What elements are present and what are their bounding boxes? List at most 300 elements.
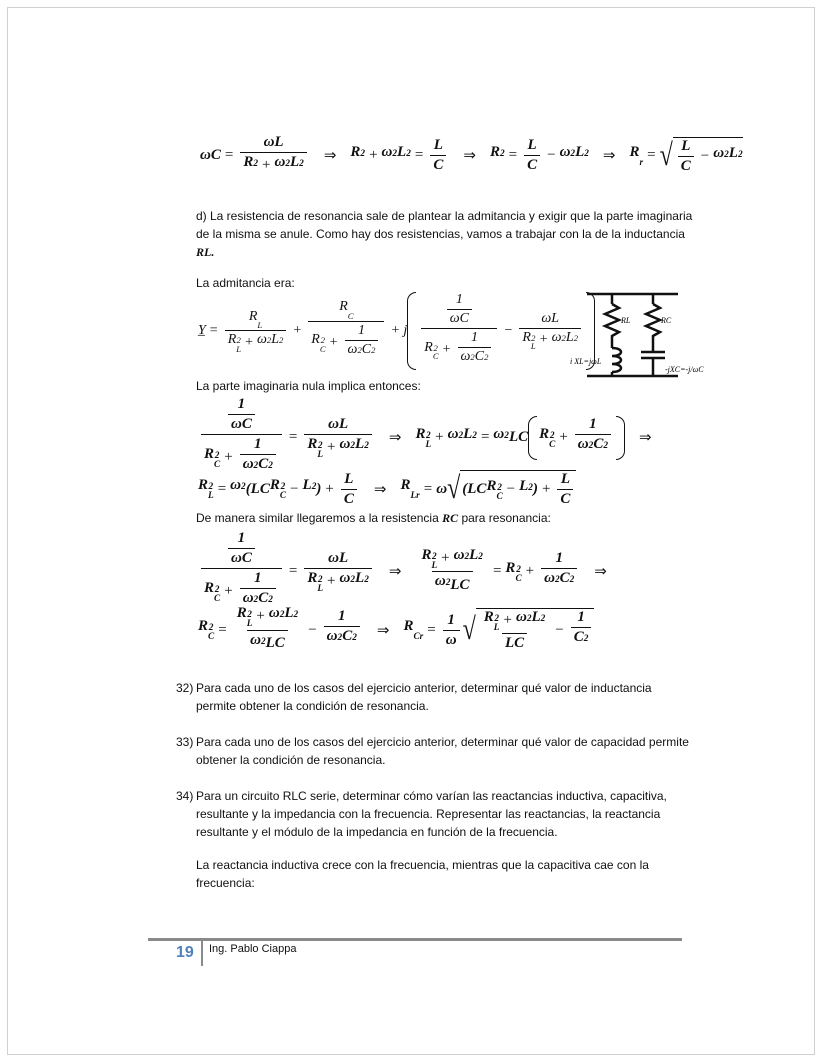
script: 2 <box>588 441 594 451</box>
fraction <box>430 137 446 174</box>
math-token: + <box>325 480 334 497</box>
math-variable: R 2 C <box>486 477 503 502</box>
math-token: 1 <box>577 608 585 625</box>
math-token: + <box>541 481 551 497</box>
numerator <box>335 608 349 626</box>
math-token: + <box>369 147 378 164</box>
math-token: L <box>344 470 354 487</box>
math-variable: ω 2 <box>274 154 290 178</box>
fraction <box>418 547 486 597</box>
math-variable: R Cr <box>403 618 424 643</box>
math-variable: R 2 C <box>204 446 221 470</box>
exercise-text-line: obtener la condición de resonancia. <box>196 753 386 767</box>
fraction <box>228 396 255 433</box>
math-token: ωL <box>328 550 349 566</box>
script: 2 C <box>214 451 221 470</box>
math-variable: R 2 L <box>415 426 432 450</box>
math-variable: R 2 L <box>227 332 242 354</box>
math-group <box>462 471 576 508</box>
similar-post: para resonancia: <box>458 511 551 525</box>
script: Lr <box>410 491 420 501</box>
numerator <box>246 309 265 331</box>
math-group <box>560 491 570 508</box>
math-variable: ω 2 <box>560 144 576 168</box>
denominator <box>541 568 577 594</box>
numerator <box>525 137 540 155</box>
math-token: = <box>288 563 298 580</box>
math-token: − <box>504 322 513 338</box>
parte-imaginaria-label: La parte imaginaria nula implica entonces: <box>196 379 421 393</box>
math-token: LC <box>504 635 525 652</box>
math-group <box>484 609 546 633</box>
fraction <box>304 416 372 460</box>
math-token: = <box>423 480 433 497</box>
math-group <box>505 635 524 652</box>
math-token: 1 <box>254 436 262 452</box>
math-variable: R C <box>339 299 354 321</box>
math-group <box>225 396 258 433</box>
math-group <box>555 550 563 567</box>
math-group <box>461 349 489 370</box>
script: 2 <box>504 431 509 441</box>
numerator <box>325 416 351 434</box>
math-group <box>358 323 365 339</box>
script: 2 <box>268 595 273 605</box>
numerator <box>355 323 368 340</box>
label-rc: RC <box>661 316 672 325</box>
script: 2 C <box>319 335 326 354</box>
script: 2 <box>253 595 259 605</box>
denominator <box>571 627 592 653</box>
numerator <box>558 471 573 489</box>
implies-symbol: ⇒ <box>388 430 402 447</box>
equation-rl-resonance <box>198 470 576 508</box>
script: 2 <box>528 482 533 493</box>
math-token: ) <box>316 480 322 497</box>
fraction <box>524 137 540 174</box>
script: 2 <box>470 352 475 362</box>
math-variable: L 2 <box>355 436 369 460</box>
math-token: + <box>559 429 568 446</box>
fraction <box>541 550 577 594</box>
fraction <box>240 134 306 178</box>
denominator <box>228 548 255 567</box>
math-variable: R 2 L <box>483 608 500 633</box>
math-variable: L 2 <box>531 609 545 633</box>
fraction <box>447 292 472 327</box>
exercise-number: 32) <box>176 681 194 695</box>
script: 2 L <box>425 431 432 450</box>
math-group <box>348 342 376 363</box>
paragraph-d-line2: de la misma se anule. Como hay dos resistencias, vamos a trabajar con la de la inductancia <box>196 227 685 241</box>
fraction <box>225 309 287 353</box>
script: 2 <box>279 335 284 346</box>
math-token: ω <box>436 480 448 497</box>
math-token: 1 <box>447 611 455 628</box>
script: 2 L <box>246 610 253 629</box>
fraction <box>557 471 573 508</box>
fraction <box>341 471 357 508</box>
denominator <box>432 571 473 597</box>
math-token: = <box>218 621 227 638</box>
math-group <box>344 491 354 508</box>
script: r <box>639 157 644 168</box>
numerator <box>444 612 458 630</box>
script: 2 C <box>279 482 287 501</box>
script: 2 C <box>214 585 221 604</box>
math-group <box>421 547 483 571</box>
math-token: + <box>525 563 535 580</box>
denominator <box>443 630 460 649</box>
math-token: 1 <box>254 570 262 586</box>
math-group <box>338 608 346 625</box>
equation-rc-resonance <box>198 605 594 655</box>
footer-author: Ing. Pablo Ciappa <box>209 943 297 955</box>
script: 2 <box>279 610 285 620</box>
math-variable: L 2 <box>575 144 589 168</box>
math-group <box>589 416 597 433</box>
numerator <box>336 299 356 321</box>
script: L <box>257 320 263 330</box>
math-group <box>328 550 348 567</box>
script: C <box>347 310 354 321</box>
math-group <box>578 436 608 460</box>
math-token: − <box>506 481 516 497</box>
math-variable: L 2 <box>303 477 317 501</box>
math-variable: ω 2 <box>348 342 362 363</box>
math-token: + <box>391 322 400 338</box>
math-group <box>238 530 246 547</box>
script: 2 <box>350 575 356 585</box>
math-variable: Y̲ <box>198 322 206 338</box>
denominator <box>247 630 288 656</box>
script: 2 <box>458 431 464 441</box>
script: 2 <box>445 578 451 589</box>
fraction <box>458 330 492 370</box>
math-variable: L 2 <box>271 332 283 353</box>
script: 2 <box>603 441 608 451</box>
math-token: C <box>433 157 444 174</box>
math-token: + <box>435 429 444 446</box>
script: 2 <box>350 441 356 451</box>
denominator <box>225 330 287 353</box>
math-variable: ω 2 <box>454 547 470 571</box>
math-token: 1 <box>470 330 478 345</box>
numerator <box>325 550 351 568</box>
script: 2 <box>311 482 317 493</box>
math-variable: ω 2 <box>544 570 560 594</box>
math-variable: R 2 L <box>421 546 438 571</box>
math-variable: R 2 L <box>236 605 253 629</box>
denominator <box>502 633 527 652</box>
script: 2 C <box>496 482 503 502</box>
denominator <box>240 152 306 178</box>
script: 2 <box>285 159 290 169</box>
implies-symbol: ⇒ <box>638 430 652 447</box>
fraction <box>201 396 282 480</box>
math-group <box>328 416 348 433</box>
math-token: LC <box>265 634 285 651</box>
admitancia-label: La admitancia era: <box>196 276 295 290</box>
math-token: + <box>256 608 265 625</box>
math-group <box>541 311 559 327</box>
script: 2 <box>737 149 743 160</box>
equation-admittance <box>198 292 595 370</box>
label-xl: i XL=jωL <box>570 357 602 366</box>
math-variable: R 2 L <box>307 570 324 594</box>
fraction <box>304 550 372 594</box>
math-group <box>574 629 589 653</box>
math-group <box>675 138 743 175</box>
math-token: (LC <box>462 481 487 497</box>
math-token: + <box>441 550 450 566</box>
script: 2 L <box>431 551 438 571</box>
math-token: ) <box>532 481 538 497</box>
math-group <box>528 137 537 154</box>
math-variable: ω 2 <box>461 349 475 370</box>
math-group <box>544 570 574 594</box>
math-group <box>231 416 252 433</box>
label-rl: RL <box>621 316 631 325</box>
numerator <box>574 609 588 627</box>
math-variable: R 2 C <box>311 332 326 354</box>
math-token: + <box>293 322 302 338</box>
script: 2 L <box>317 441 324 460</box>
math-group <box>311 323 381 363</box>
math-token: (LC <box>245 480 270 497</box>
script: 2 <box>554 575 560 585</box>
radical-sign: √ <box>447 472 461 506</box>
math-group <box>418 292 584 370</box>
denominator <box>678 156 694 175</box>
math-group <box>264 134 284 151</box>
numerator <box>235 530 249 548</box>
math-variable: ω 2 <box>250 632 266 656</box>
math-token: C <box>680 157 691 174</box>
script: 2 <box>478 551 483 562</box>
left-paren <box>528 416 537 460</box>
math-variable: ω 2 <box>327 628 343 652</box>
math-token: − <box>700 147 710 164</box>
script: 2 <box>484 352 489 362</box>
math-variable: R L <box>248 308 263 330</box>
similar-text <box>196 509 551 527</box>
math-group <box>424 330 494 370</box>
math-token: + <box>224 583 233 600</box>
math-token: C <box>527 157 538 174</box>
math-token: = <box>209 322 218 338</box>
script: 2 <box>561 333 566 343</box>
math-variable: R 2 C <box>505 560 522 584</box>
math-group <box>577 609 585 626</box>
numerator <box>441 292 478 328</box>
math-variable: ω 2 <box>243 590 259 614</box>
script: 2 <box>337 633 343 644</box>
implies-symbol: ⇒ <box>373 481 387 498</box>
math-token: − <box>555 622 564 639</box>
math-group <box>681 138 690 155</box>
math-variable: ω 2 <box>435 573 451 597</box>
math-variable: C 2 <box>593 436 608 460</box>
math-token: = <box>508 147 518 164</box>
script: 2 C <box>208 623 215 643</box>
math-group <box>681 158 691 175</box>
script: 2 <box>364 575 369 585</box>
math-token: + <box>245 334 253 350</box>
math-token: + <box>503 612 512 629</box>
fraction <box>481 609 549 653</box>
math-group <box>339 299 353 320</box>
math-variable: R 2 C <box>204 580 221 604</box>
paren-content <box>418 292 584 370</box>
left-paren <box>407 292 416 370</box>
conclusion-line2: frecuencia: <box>196 876 255 890</box>
denominator <box>228 414 255 433</box>
script: 2 L <box>493 613 500 633</box>
math-token: − <box>308 621 317 638</box>
script: 2 <box>357 344 362 355</box>
script: 2 C <box>549 431 556 450</box>
parenthesis-group <box>528 416 625 460</box>
math-token: LC <box>508 429 529 446</box>
fraction <box>443 612 460 649</box>
math-token: + <box>224 449 233 466</box>
denominator <box>458 347 492 370</box>
math-group <box>444 292 475 327</box>
math-variable: C 2 <box>342 628 357 652</box>
script: Cr <box>413 632 424 643</box>
paren-content <box>539 416 614 460</box>
math-group <box>478 609 595 653</box>
implies-symbol: ⇒ <box>388 564 402 581</box>
math-token: = <box>647 147 656 164</box>
square-root <box>447 470 576 508</box>
implies-symbol: ⇒ <box>602 148 616 165</box>
math-token: ωC <box>231 550 252 566</box>
math-token: = <box>492 563 502 580</box>
exercise-text-line: resultante y el módulo de la impedancia en función de la frecuencia. <box>196 825 558 839</box>
numerator <box>251 436 265 454</box>
math-variable: R 2 C <box>424 339 439 361</box>
math-variable: ω 2 <box>552 330 566 351</box>
math-variable: L 2 <box>566 330 578 351</box>
script: 2 C <box>515 565 522 584</box>
implies-symbol: ⇒ <box>376 622 390 639</box>
fraction <box>308 299 384 362</box>
numerator <box>251 570 265 588</box>
script: 2 <box>583 633 589 644</box>
script: 2 <box>573 333 579 343</box>
footer-rule <box>148 938 682 941</box>
script: 2 <box>266 335 272 346</box>
math-variable: L 2 <box>463 426 477 450</box>
math-token: + <box>539 332 548 348</box>
math-group <box>471 330 478 346</box>
math-variable: R 2 <box>490 144 505 168</box>
math-group <box>344 471 353 488</box>
denominator <box>421 328 497 370</box>
script: 2 <box>293 610 299 620</box>
conclusion-line1: La reactancia inductiva crece con la frecuencia, mientras que la capacitiva cae con la <box>196 858 649 872</box>
math-token: L <box>527 137 537 154</box>
math-group <box>228 332 284 353</box>
exercise-text-line: resultante y la impedancia con la frecuencia. Representar las reactancias, la reactancia <box>196 807 661 821</box>
fraction <box>228 530 255 567</box>
math-group <box>434 137 443 154</box>
math-variable: L 2 <box>284 605 298 629</box>
paragraph-d-line1: d) La resistencia de resonancia sale de plantear la admitancia y exigir que la parte imaginaria <box>196 209 693 223</box>
math-variable: L 2 <box>469 547 483 571</box>
script: 2 <box>371 344 376 355</box>
math-token: 1 <box>358 322 365 338</box>
math-token: = <box>288 429 298 446</box>
denominator <box>304 568 372 594</box>
math-variable: R Lr <box>400 477 420 501</box>
math-variable: R 2 <box>243 154 258 178</box>
math-group <box>450 311 469 327</box>
math-group <box>447 612 455 629</box>
script: 2 L <box>236 335 242 354</box>
numerator <box>234 605 302 630</box>
denominator <box>575 434 611 460</box>
math-token: = <box>217 480 227 497</box>
math-group <box>249 309 262 330</box>
math-token: 1 <box>589 416 597 432</box>
math-group <box>231 550 252 567</box>
math-variable: ω 2 <box>493 426 509 450</box>
math-group <box>433 157 443 174</box>
math-token: ωC <box>200 147 221 164</box>
script: 2 <box>241 482 246 493</box>
script: 2 <box>569 575 575 585</box>
math-token: = <box>480 429 490 446</box>
script: 2 <box>360 149 366 159</box>
denominator <box>447 309 472 327</box>
denominator <box>557 489 573 508</box>
math-variable: ω 2 <box>382 144 398 168</box>
math-token: 1 <box>555 550 563 566</box>
math-group <box>446 632 457 649</box>
numerator <box>586 416 600 434</box>
script: 2 <box>299 159 304 169</box>
denominator <box>304 434 372 460</box>
math-token: + <box>327 573 336 590</box>
script: 2 <box>570 149 576 159</box>
denominator <box>308 321 384 363</box>
math-group <box>327 628 357 652</box>
math-variable: ω 2 <box>340 436 356 460</box>
fraction <box>571 609 592 653</box>
implies-symbol: ⇒ <box>323 148 337 165</box>
math-token: L <box>681 137 691 154</box>
page-number: 19 <box>176 944 194 961</box>
numerator <box>222 396 261 434</box>
exercise-text-line: Para cada uno de los casos del ejercicio anterior, determinar qué valor de inductancia <box>196 681 652 695</box>
parallel-circuit-diagram <box>565 290 715 380</box>
numerator <box>453 292 466 309</box>
math-token: + <box>327 439 336 456</box>
numerator <box>552 550 566 568</box>
denominator <box>345 340 379 363</box>
fraction <box>575 416 611 460</box>
math-token: − <box>290 480 299 497</box>
implies-symbol: ⇒ <box>594 564 607 581</box>
radical-sign: √ <box>659 138 673 173</box>
math-group <box>254 570 262 587</box>
math-token: 1 <box>455 292 463 307</box>
math-variable: ω 2 <box>230 477 246 501</box>
similar-pre: De manera similar llegaremos a la resistencia <box>196 511 443 525</box>
